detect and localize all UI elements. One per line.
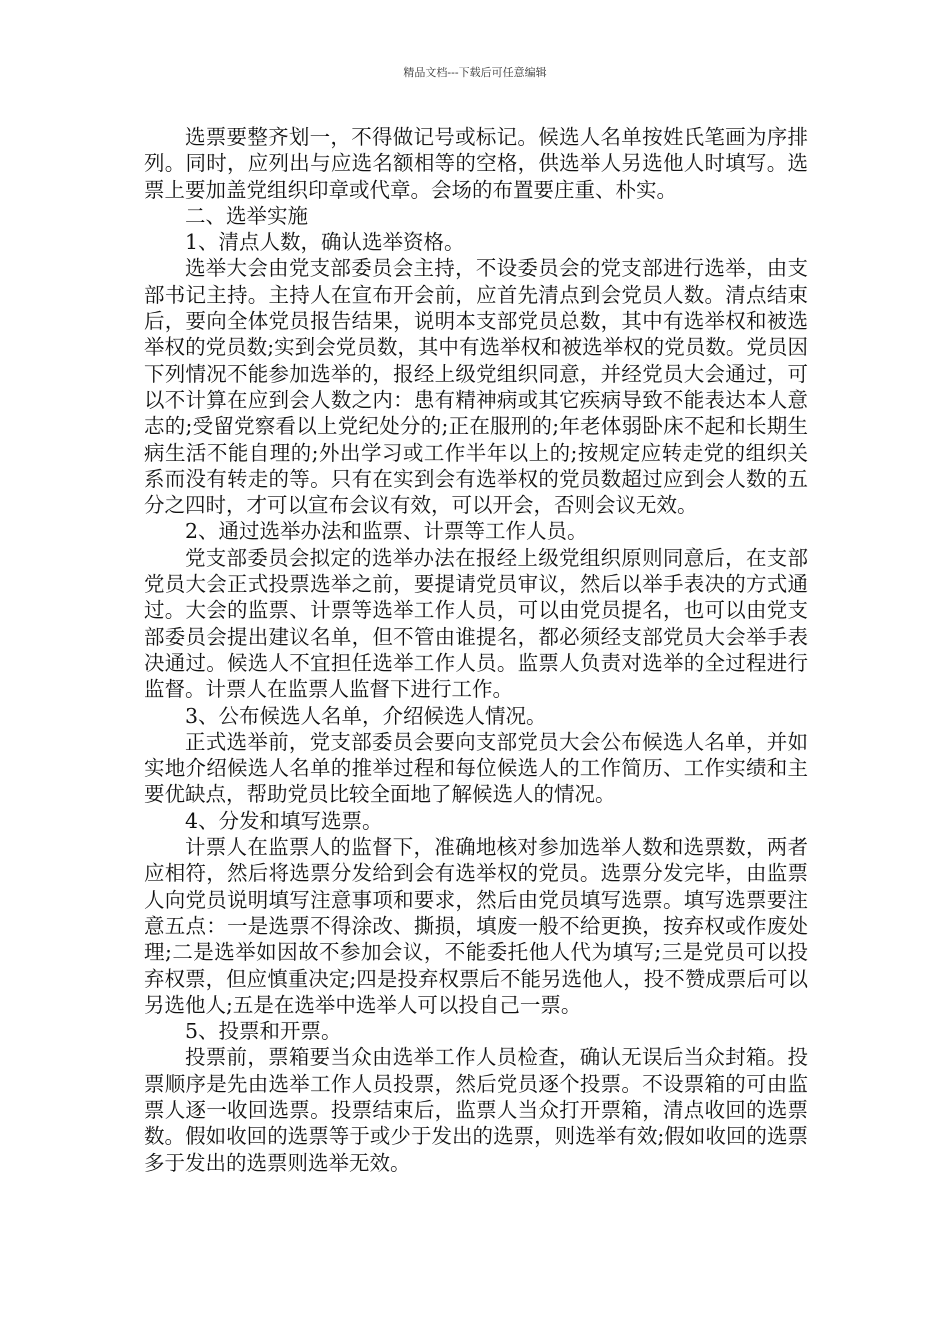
section-heading-election-implementation: 二、选举实施: [185, 203, 308, 228]
page-header: 精品文档---下载后可任意编辑: [403, 66, 547, 79]
subheading-count-attendance: 1、清点人数，确认选举资格。: [185, 230, 465, 255]
paragraph-voting-counting: 投票前，票箱要当众由选举工作人员检查，确认无误后当众封箱。投票顺序是先由选举工作人员投票，然后党员逐个投票。不设票箱的可由监票人逐一收回选票。投票结束后，监票人当众打开票箱，清点收回的选票数。假如收回的选票等于或少于发出的选票，则选举有效;假如收回的选票多于发出的选票则选举无效。: [144, 1045, 808, 1175]
subheading-distribute-ballots: 4、分发和填写选票。: [185, 808, 383, 833]
document-body: [144, 124, 808, 1176]
paragraph-count-attendance: 选举大会由党支部委员会主持，不设委员会的党支部进行选举，由支部书记主持。主持人在宣布开会前，应首先清点到会党员人数。清点结束后，要向全体党员报告结果，说明本支部党员总数，其中有选举权和被选举权的党员数;实到会党员数，其中有选举权和被选举权的党员数。党员因下列情况不能参加选举的，报经上级党组织同意，并经党员大会通过，可以不计算在应到会人数之内：患有精神病或其它疾病导致不能表达本人意志的;受留党察看以上党纪处分的;正在服刑的;年老体弱卧床不起和长期生病生活不能自理的;外出学习或工作半年以上的;按规定应转走党的组织关系而没有转走的等。只有在实到会有选举权的党员数超过应到会人数的五分之四时，才可以宣布会议有效，可以开会，否则会议无效。: [144, 256, 808, 518]
paragraph-distribute-ballots: 计票人在监票人的监督下，准确地核对参加选举人数和选票数，两者应相符，然后将选票分发给到会有选举权的党员。选票分发完毕，由监票人向党员说明填写注意事项和要求，然后由党员填写选票。填写选票要注意五点：一是选票不得涂改、撕损，填废一般不给更换，按弃权或作废处理;二是选举如因故不参加会议，不能委托他人代为填写;三是党员可以投弃权票，但应慎重决定;四是投弃权票后不能另选他人，投不赞成票后可以另选他人;五是在选举中选举人可以投自己一票。: [144, 835, 808, 1017]
subheading-approve-procedure: 2、通过选举办法和监票、计票等工作人员。: [185, 519, 588, 544]
paragraph-announce-candidates: 正式选举前，党支部委员会要向支部党员大会公布候选人名单，并如实地介绍候选人名单的推举过程和每位候选人的工作简历、工作实绩和主要优缺点，帮助党员比较全面地了解候选人的情况。: [144, 729, 808, 807]
paragraph-ballot-format: 选票要整齐划一，不得做记号或标记。候选人名单按姓氏笔画为序排列。同时，应列出与应选名额相等的空格，供选举人另选他人时填写。选票上要加盖党组织印章或代章。会场的布置要庄重、朴实。: [144, 125, 808, 202]
subheading-voting-counting: 5、投票和开票。: [185, 1019, 342, 1044]
paragraph-approve-procedure: 党支部委员会拟定的选举办法在报经上级党组织原则同意后，在支部党员大会正式投票选举之前，要提请党员审议，然后以举手表决的方式通过。大会的监票、计票等选举工作人员，可以由党员提名，也可以由党支部委员会提出建议名单，但不管由谁提名，都必须经支部党员大会举手表决通过。候选人不宜担任选举工作人员。监票人负责对选举的全过程进行监督。计票人在监票人监督下进行工作。: [144, 545, 808, 702]
subheading-announce-candidates: 3、公布候选人名单，介绍候选人情况。: [185, 703, 547, 728]
